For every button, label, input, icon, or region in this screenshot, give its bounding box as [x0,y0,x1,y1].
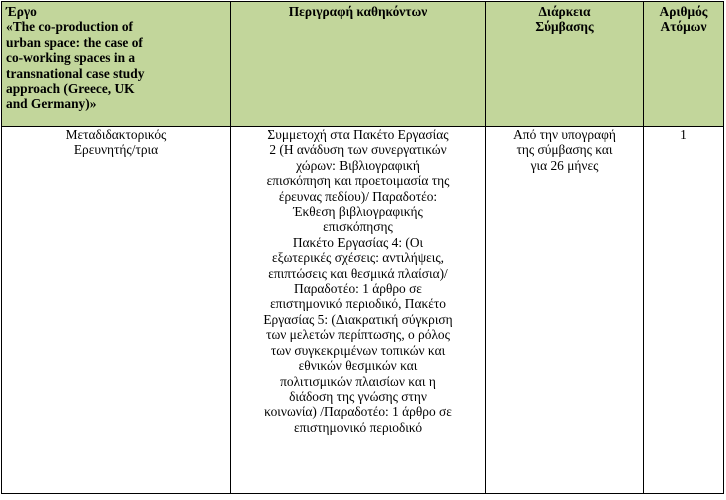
count-value: 1 [680,127,687,142]
description-header: Περιγραφή καθηκόντων [288,4,428,19]
task-line: χώρων: Βιβλιογραφική [296,157,420,173]
count-header-cell [644,2,724,127]
table-row [2,127,724,494]
description-header-cell [231,2,486,127]
role-line: Ερευνητής/τρια [73,142,159,158]
duration-line: Από την υπογραφή [513,127,616,142]
task-line: Πακέτο Εργασίας 4: (Οι [292,234,424,250]
task-line: Συμμετοχή στα Πακέτο Εργασίας [267,127,449,142]
task-line: επιστημονικό περιοδικό [293,419,423,435]
project-title-line: transnational case study [6,65,145,81]
task-line: εξωτερικές σχέσεις: αντιλήψεις, [271,250,444,266]
task-line: επιστημονικό περιοδικό, Πακέτο [270,296,446,312]
project-title-line: co-working spaces in a [6,50,136,66]
project-title-line: urban space: the case of [6,34,143,50]
duration-header-line: Σύμβασης [535,19,594,35]
task-line: επισκόπηση και προετοιμασία της [266,173,450,189]
task-line: έρευνας πεδίου)/ Παραδοτέο: [278,188,438,204]
role-cell [2,127,231,494]
task-line: Παραδοτέο: 1 άρθρο σε [294,281,422,297]
task-line: εθνικών θεσμικών και [298,358,418,374]
task-line: 2 (Η ανάδυση των συνεργατικών [269,142,447,158]
task-line: Εργασίας 5: (Διακρατική σύγκριση [263,311,453,327]
duration-cell [486,127,644,494]
tasks-cell [231,127,486,494]
role-line: Μεταδιδακτορικός [65,127,167,142]
task-line: Έκθεση βιβλιογραφικής [293,204,423,220]
task-line: επισκόπησης [323,219,393,235]
task-line: των συγκεκριμένων τοπικών και [270,342,446,358]
project-title-line: «The co-production of [6,19,133,35]
table-header-row [2,2,724,127]
task-line: επιπτώσεις και θεσμικά πλαίσια)/ [268,265,448,281]
duration-line: της σύμβασης και [516,142,613,158]
project-title-line: approach (Greece, UK [6,81,135,97]
task-line: των μελετών περίπτωσης, ο ρόλος [266,327,450,343]
project-title-line: and Germany)» [6,96,97,112]
project-header-cell [2,2,231,127]
project-label: Έργο [6,4,37,19]
duration-line: για 26 μήνες [530,157,599,173]
duration-header-cell [486,2,644,127]
task-line: κοινωνία) /Παραδοτέο: 1 άρθρο σε [264,404,452,420]
task-line: πολιτισμικών πλαισίων και η [280,373,436,389]
count-cell [644,127,724,494]
task-line: διάδοση της γνώσης στην [289,388,427,404]
count-header-line: Αριθμός [659,4,708,19]
duration-header-line: Διάρκεια [538,4,591,19]
positions-table [1,1,724,494]
count-header-line: Ατόμων [660,19,707,35]
